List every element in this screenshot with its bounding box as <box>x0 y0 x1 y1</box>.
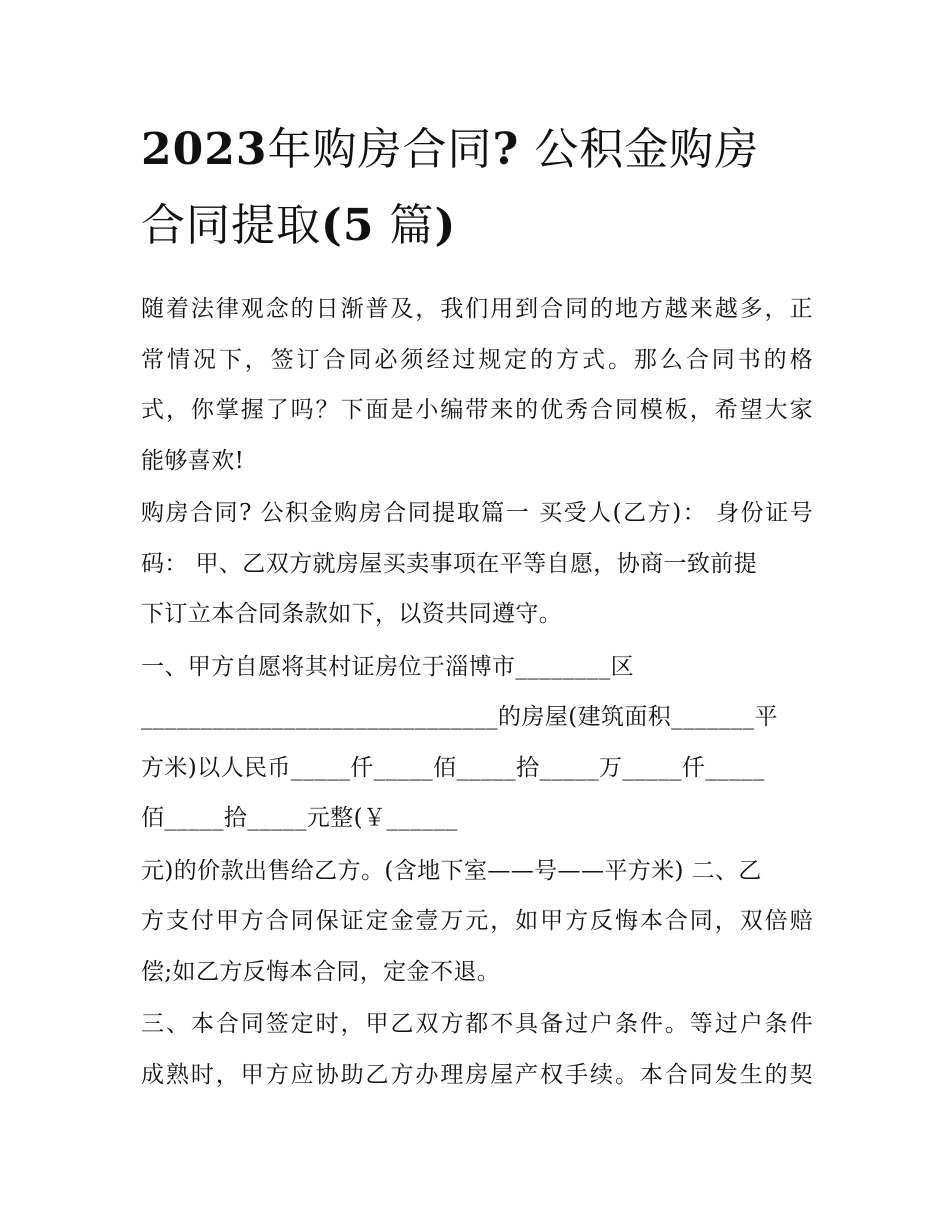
title-line-1 <box>141 112 813 188</box>
document-title <box>141 112 813 264</box>
text-line: 能够喜欢! <box>141 447 245 474</box>
text-line: 佰_____拾_____元整(￥______ <box>141 805 458 831</box>
title-line-2 <box>141 188 813 264</box>
title-count: (5 <box>321 200 375 251</box>
clause-2-paragraph <box>141 846 813 998</box>
clause-3-paragraph <box>141 999 813 1100</box>
text-line: 三、本合同签定时，甲乙双方都不具备过户条件。等过户条件 <box>141 1011 813 1037</box>
title-text-4: 篇 <box>374 200 435 251</box>
clause-1-paragraph <box>141 642 813 844</box>
document-page <box>141 112 813 1102</box>
intro-paragraph <box>141 284 813 486</box>
text-line: 元)的价款出售给乙方。(含地下室——号——平方米) 二、乙 <box>141 857 762 884</box>
text-line: 方支付甲方合同保证定金壹万元，如甲方反悔本合同，双倍赔 <box>141 908 813 934</box>
text-line: 式，你掌握了吗？下面是小编带来的优秀合同模板，希望大家 <box>141 397 813 423</box>
title-text-2: 公积金购房 <box>519 124 760 175</box>
text-line: 常情况下，签订合同必须经过规定的方式。那么合同书的格 <box>141 346 813 373</box>
text-line: 码： 甲、乙双方就房屋买卖事项在平等自愿，协商一致前提 <box>141 550 758 577</box>
text-line: ______________________________的房屋(建筑面积_______平 <box>141 704 778 730</box>
text-line: 成熟时，甲方应协助乙方办理房屋产权手续。本合同发生的契 <box>141 1061 813 1088</box>
title-text-1: 年购房合同 <box>267 124 493 175</box>
text-line: 随着法律观念的日渐普及，我们用到合同的地方越来越多，正 <box>141 296 813 322</box>
title-paren-close: ) <box>434 200 457 251</box>
title-year: 2023 <box>141 124 268 175</box>
title-question-mark: ? <box>492 124 520 175</box>
chapter-1-paragraph <box>141 488 813 640</box>
text-line: 偿;如乙方反悔本合同，定金不退。 <box>141 958 501 985</box>
title-text-3: 合同提取 <box>141 200 321 251</box>
text-line: 一、甲方自愿将其村证房位于淄博市________区 <box>141 653 634 680</box>
text-line: 下订立本合同条款如下，以资共同遵守。 <box>141 601 563 627</box>
text-line: 购房合同? 公积金购房合同提取篇一 买受人(乙方)： 身份证号 <box>141 500 813 526</box>
text-line: 方米)以人民币_____仟_____佰_____拾_____万_____仟_____ <box>141 754 765 781</box>
